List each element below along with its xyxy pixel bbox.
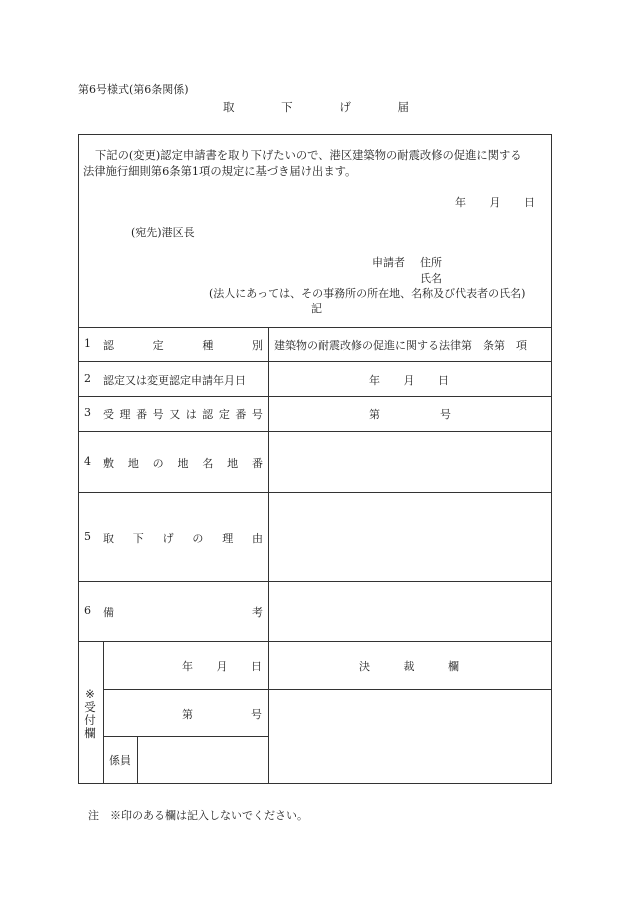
decision-char: 裁	[403, 660, 415, 673]
label-char: 名	[202, 457, 214, 470]
divider	[79, 361, 551, 362]
receipt-number-value[interactable]	[369, 406, 451, 422]
label-char: 取	[103, 532, 114, 545]
label-char: 理	[119, 408, 131, 421]
reception-char: 欄	[84, 726, 96, 740]
day-label: 日	[524, 196, 535, 209]
label-char: 考	[252, 606, 263, 619]
label-char: 地	[127, 457, 139, 470]
row-label-remarks	[103, 604, 263, 620]
form-box	[78, 134, 552, 784]
label-char: 定	[218, 408, 230, 421]
intro-line-2: 法律施行細則第6条第1項の規定に基づき届け出ます。	[83, 165, 357, 178]
certification-type-value[interactable]: 建築物の耐震改修の促進に関する法律第 条第 項	[274, 339, 527, 352]
addressee: (宛先)港区長	[131, 226, 195, 239]
divider	[79, 327, 551, 328]
label-char: 種	[202, 339, 214, 352]
month-label: 月	[216, 660, 228, 673]
footnote: 注 ※印のある欄は記入しないでください。	[88, 809, 308, 822]
reception-char: 受	[84, 700, 96, 714]
gou-label: 号	[251, 708, 262, 721]
label-char: 受	[103, 408, 114, 421]
label-char: は	[185, 408, 197, 421]
applicant-label: 申請者	[372, 256, 405, 269]
form-title	[223, 99, 409, 115]
lot-number-input[interactable]	[269, 432, 551, 492]
label-char: 地	[177, 457, 189, 470]
name-label[interactable]: 氏名	[420, 272, 442, 285]
row-label-receipt-number	[103, 406, 263, 422]
label-char: 認	[202, 408, 214, 421]
row-label-application-date: 認定又は変更認定申請年月日	[103, 374, 246, 387]
withdrawal-reason-input[interactable]	[269, 493, 551, 581]
row-label-withdrawal-reason	[103, 530, 263, 546]
label-char: 別	[251, 339, 263, 352]
column-divider	[137, 736, 138, 783]
remarks-input[interactable]	[269, 582, 551, 641]
year-label: 年	[369, 374, 380, 387]
reception-date	[182, 658, 262, 674]
row-number: 2	[84, 372, 91, 385]
form-number: 第6号様式(第6条関係)	[78, 83, 189, 96]
divider	[103, 736, 268, 737]
decision-char: 欄	[448, 660, 459, 673]
label-char: の	[192, 532, 204, 545]
label-char: の	[152, 457, 164, 470]
label-char: 番	[235, 408, 247, 421]
corp-note: (法人にあっては、その事務所の所在地、名称及び代表者の氏名)	[209, 287, 526, 300]
label-char: 番	[251, 457, 263, 470]
label-char: げ	[162, 532, 174, 545]
label-char: 地	[227, 457, 239, 470]
title-char: 下	[281, 100, 293, 114]
column-divider	[103, 641, 104, 783]
label-char: 号	[251, 408, 263, 421]
row-label-certification-type	[103, 337, 263, 353]
divider	[79, 641, 551, 642]
intro-line-1: 下記の(変更)認定申請書を取り下げたいので、港区建築物の耐震改修の促進に関する	[95, 149, 522, 162]
row-label-lot-number	[103, 455, 263, 471]
year-label: 年	[182, 660, 193, 673]
decision-column-label	[359, 658, 459, 674]
title-char: げ	[339, 100, 351, 114]
reception-vertical-label	[81, 688, 99, 740]
row-number: 5	[84, 530, 91, 543]
row-number: 4	[84, 455, 91, 468]
reception-char: 付	[84, 713, 96, 727]
month-label: 月	[403, 374, 415, 387]
row-number: 6	[84, 604, 91, 617]
label-char: 備	[103, 606, 114, 619]
staff-label: 係員	[109, 754, 131, 767]
day-label: 日	[438, 374, 449, 387]
reception-number	[182, 706, 262, 722]
year-label: 年	[455, 196, 466, 209]
label-char: 敷	[103, 457, 114, 470]
month-label: 月	[489, 196, 501, 209]
label-char: 号	[152, 408, 164, 421]
address-label[interactable]: 住所	[420, 256, 442, 269]
title-char: 取	[223, 100, 235, 114]
day-label: 日	[251, 660, 262, 673]
row-number: 3	[84, 406, 91, 419]
reception-char: ※	[85, 687, 95, 701]
dai-label: 第	[369, 408, 380, 421]
label-char: 定	[152, 339, 164, 352]
label-char: 由	[251, 532, 263, 545]
divider	[103, 689, 551, 690]
ki-label: 記	[311, 302, 322, 315]
label-char: 番	[136, 408, 148, 421]
divider	[79, 396, 551, 397]
label-char: 又	[169, 408, 181, 421]
submission-date[interactable]	[455, 194, 535, 210]
decision-char: 決	[359, 660, 370, 673]
label-char: 理	[222, 532, 234, 545]
dai-label: 第	[182, 708, 193, 721]
title-char: 届	[397, 100, 409, 114]
gou-label: 号	[440, 408, 451, 421]
label-char: 認	[103, 339, 114, 352]
label-char: 下	[132, 532, 144, 545]
row-number: 1	[84, 337, 91, 350]
application-date-value[interactable]	[369, 372, 449, 388]
